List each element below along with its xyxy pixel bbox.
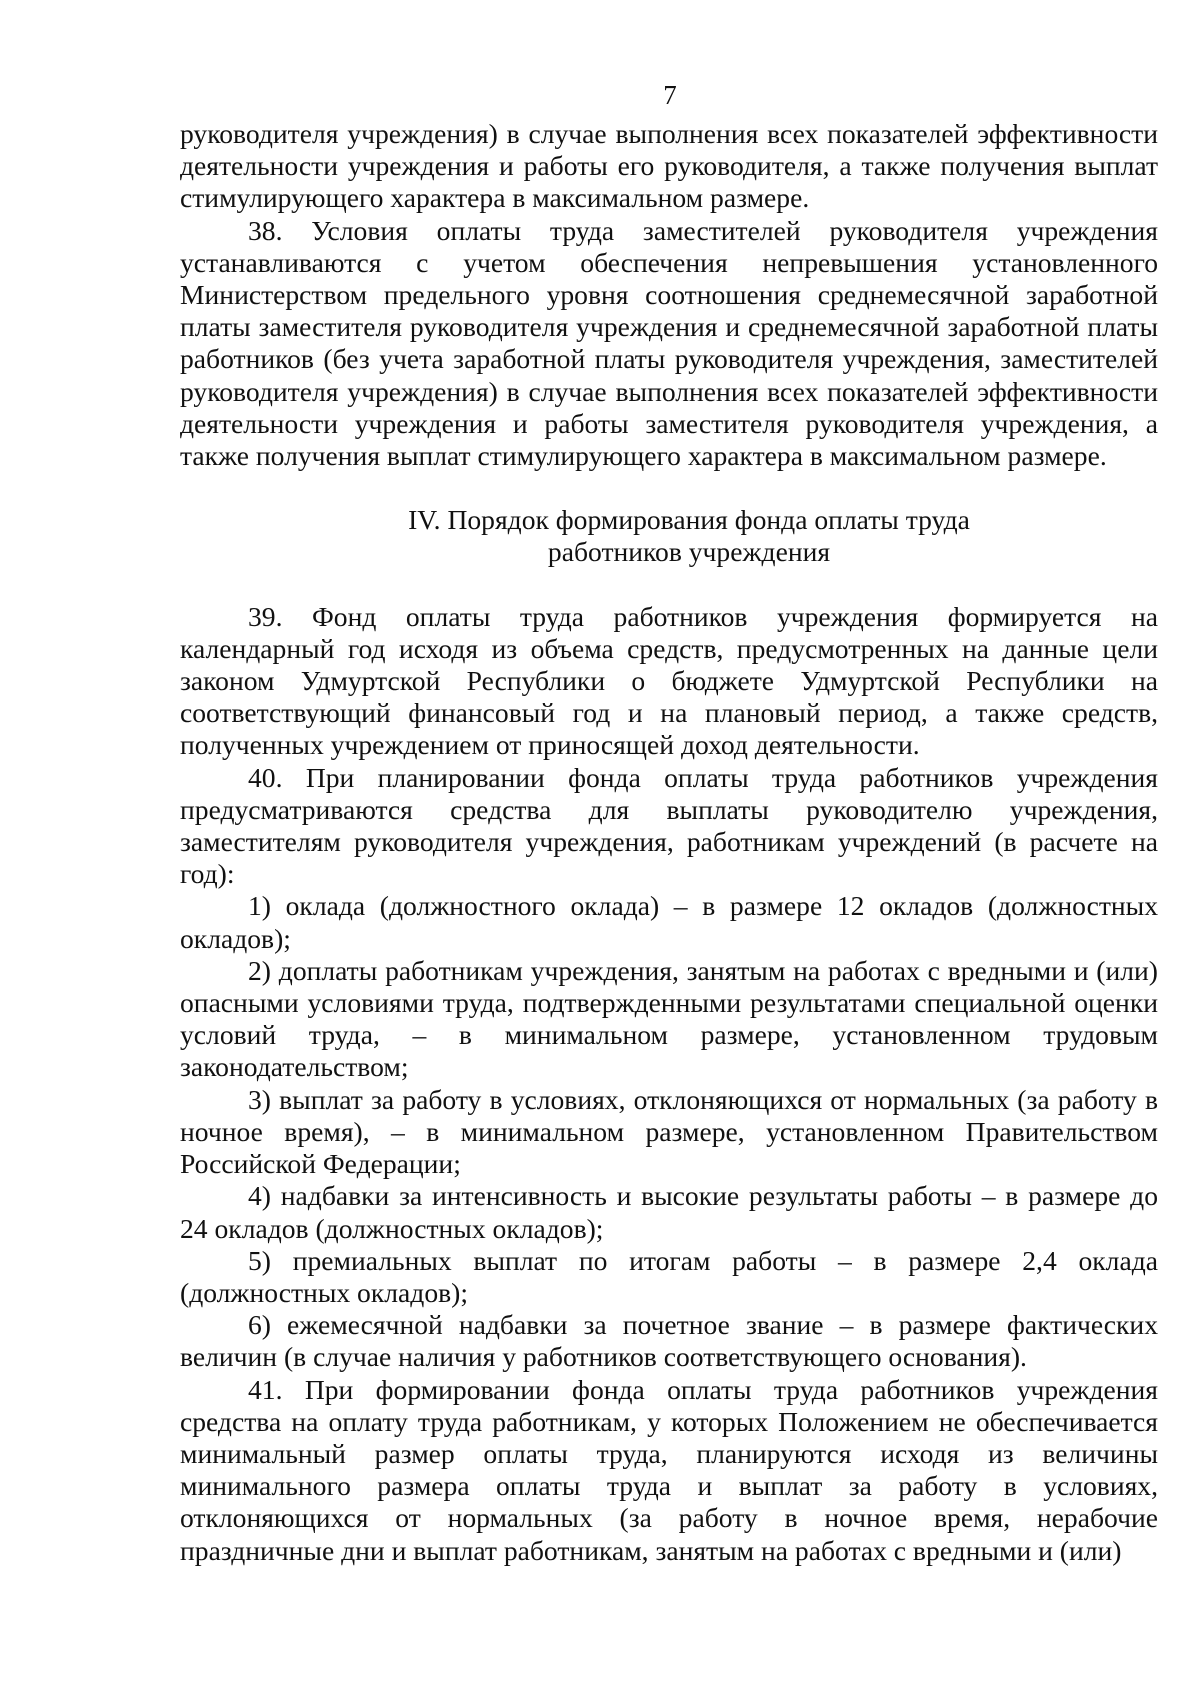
paragraph-continuation: руководителя учреждения) в случае выполнения всех показателей эффективности деятельности учреждения и работы его руководителя, а также получения выплат стимулирующего характера в максимальном размере.: [180, 118, 1158, 214]
list-item-4: 4) надбавки за интенсивность и высокие результаты работы – в размере до 24 окладов (должностных окладов);: [180, 1180, 1158, 1244]
section-heading-line-1: IV. Порядок формирования фонда оплаты труда: [408, 504, 970, 536]
paragraph-39: 39. Фонд оплаты труда работников учреждения формируется на календарный год исходя из объема средств, предусмотренных на данные цели законом Удмуртской Республики о бюджете Удмуртской Республики на соответствующий финансовый год и на плановый период, а также средств, полученных учреждением от приносящей доход деятельности.: [180, 600, 1158, 761]
list-item-6: 6) ежемесячной надбавки за почетное звание – в размере фактических величин (в случае наличия у работников соответствующего основания).: [180, 1309, 1158, 1373]
paragraph-38: 38. Условия оплаты труда заместителей руководителя учреждения устанавливаются с учетом обеспечения непревышения установленного Министерством предельного уровня соотношения среднемесячной заработной платы заместителя руководителя учреждения и среднемесячной заработной платы работников (без учета заработной платы руководителя учреждения, заместителей руководителя учреждения) в случае выполнения всех показателей эффективности деятельности учреждения и работы заместителя руководителя учреждения, а также получения выплат стимулирующего характера в максимальном размере.: [180, 214, 1158, 472]
page-number: 7: [663, 80, 677, 110]
section-heading: [180, 504, 1158, 568]
list-item-2: 2) доплаты работникам учреждения, занятым на работах с вредными и (или) опасными условиями труда, подтвержденными результатами специальной оценки условий труда, – в минимальном размере, установленном трудовым законодательством;: [180, 954, 1158, 1083]
section-heading-line-2: работников учреждения: [547, 536, 831, 568]
list-item-5: 5) премиальных выплат по итогам работы – в размере 2,4 оклада (должностных окладов);: [180, 1244, 1158, 1308]
paragraph-41: 41. При формировании фонда оплаты труда работников учреждения средства на оплату труда работникам, у которых Положением не обеспечивается минимальный размер оплаты труда, планируются исходя из величины минимального размера оплаты труда и выплат за работу в условиях, отклоняющихся от нормальных (за работу в ночное время, нерабочие праздничные дни и выплат работникам, занятым на работах с вредными и (или): [180, 1373, 1158, 1566]
list-item-1: 1) оклада (должностного оклада) – в размере 12 окладов (должностных окладов);: [180, 890, 1158, 954]
list-item-3: 3) выплат за работу в условиях, отклоняющихся от нормальных (за работу в ночное время), – в минимальном размере, установленном Правительством Российской Федерации;: [180, 1083, 1158, 1180]
paragraph-40: 40. При планировании фонда оплаты труда работников учреждения предусматриваются средства для выплаты руководителю учреждения, заместителям руководителя учреждения, работникам учреждений (в расчете на год):: [180, 761, 1158, 890]
document-body: [180, 118, 1158, 1567]
